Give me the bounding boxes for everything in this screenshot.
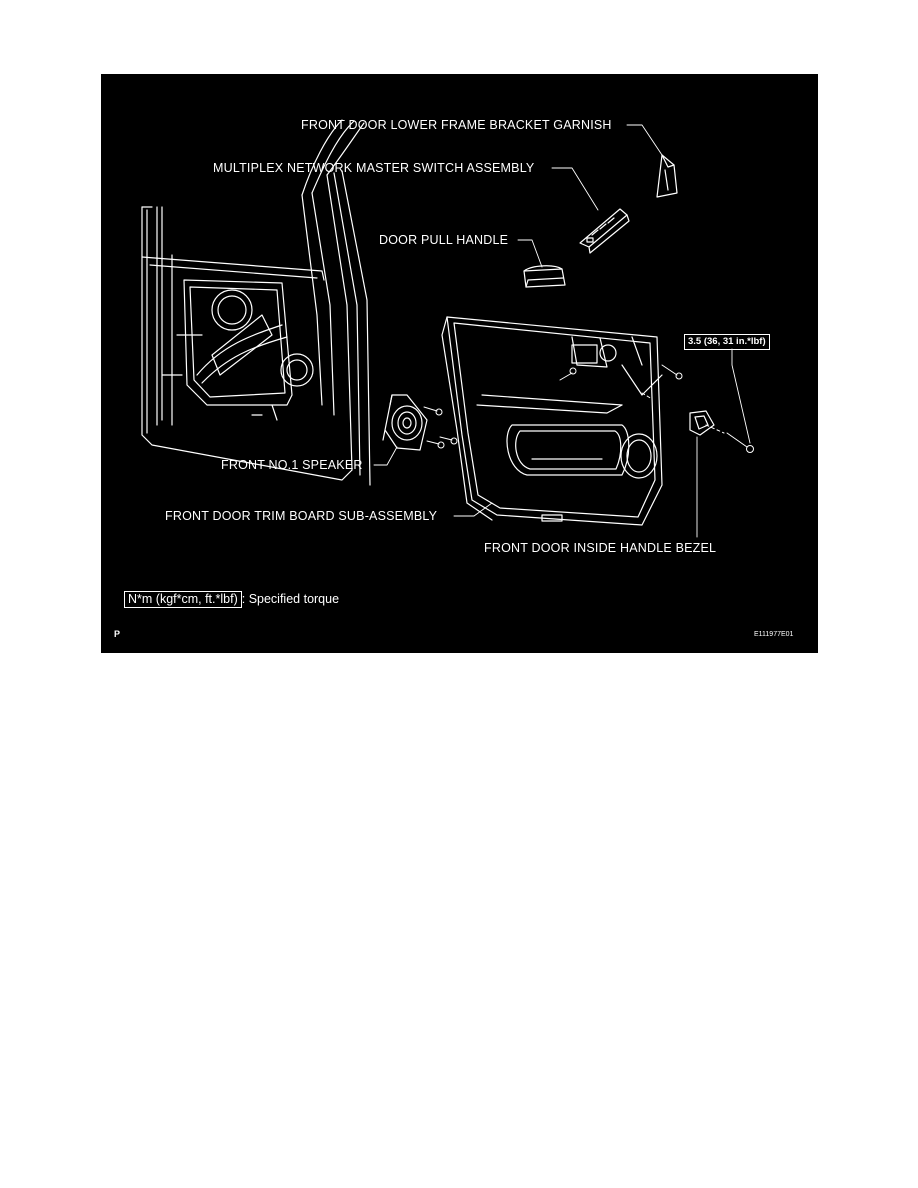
label-handle-bezel: FRONT DOOR INSIDE HANDLE BEZEL: [484, 541, 717, 555]
trim-board-leader: [454, 503, 492, 516]
label-speaker: FRONT NO.1 SPEAKER: [221, 458, 363, 472]
figure-id: E111977E01: [754, 631, 794, 638]
torque-value-box: 3.5 (36, 31 in.*lbf): [684, 334, 770, 350]
handle-bezel-part: [690, 411, 714, 435]
corner-code-left: P: [114, 629, 121, 639]
master-switch-leader: [552, 168, 598, 210]
speaker-part: [383, 395, 427, 450]
legend: [124, 591, 339, 608]
label-pull-handle: DOOR PULL HANDLE: [379, 233, 509, 247]
speaker-leader: [374, 447, 397, 465]
master-switch-part: [580, 209, 629, 253]
legend-description: : Specified torque: [241, 592, 340, 606]
legend-unit-box: N*m (kgf*cm, ft.*lbf): [124, 591, 242, 608]
garnish-leader: [627, 125, 662, 155]
trim-board-part: [442, 317, 662, 525]
pull-handle-leader: [518, 240, 542, 267]
label-trim-board: FRONT DOOR TRIM BOARD SUB-ASSEMBLY: [165, 509, 438, 523]
garnish-part: [657, 155, 677, 197]
label-master-switch: MULTIPLEX NETWORK MASTER SWITCH ASSEMBLY: [213, 161, 535, 175]
diagram-figure: [101, 74, 818, 653]
pull-handle-part: [524, 266, 565, 287]
torque-leader: [732, 349, 750, 443]
label-garnish: FRONT DOOR LOWER FRAME BRACKET GARNISH: [301, 118, 612, 132]
screws: [424, 365, 754, 453]
